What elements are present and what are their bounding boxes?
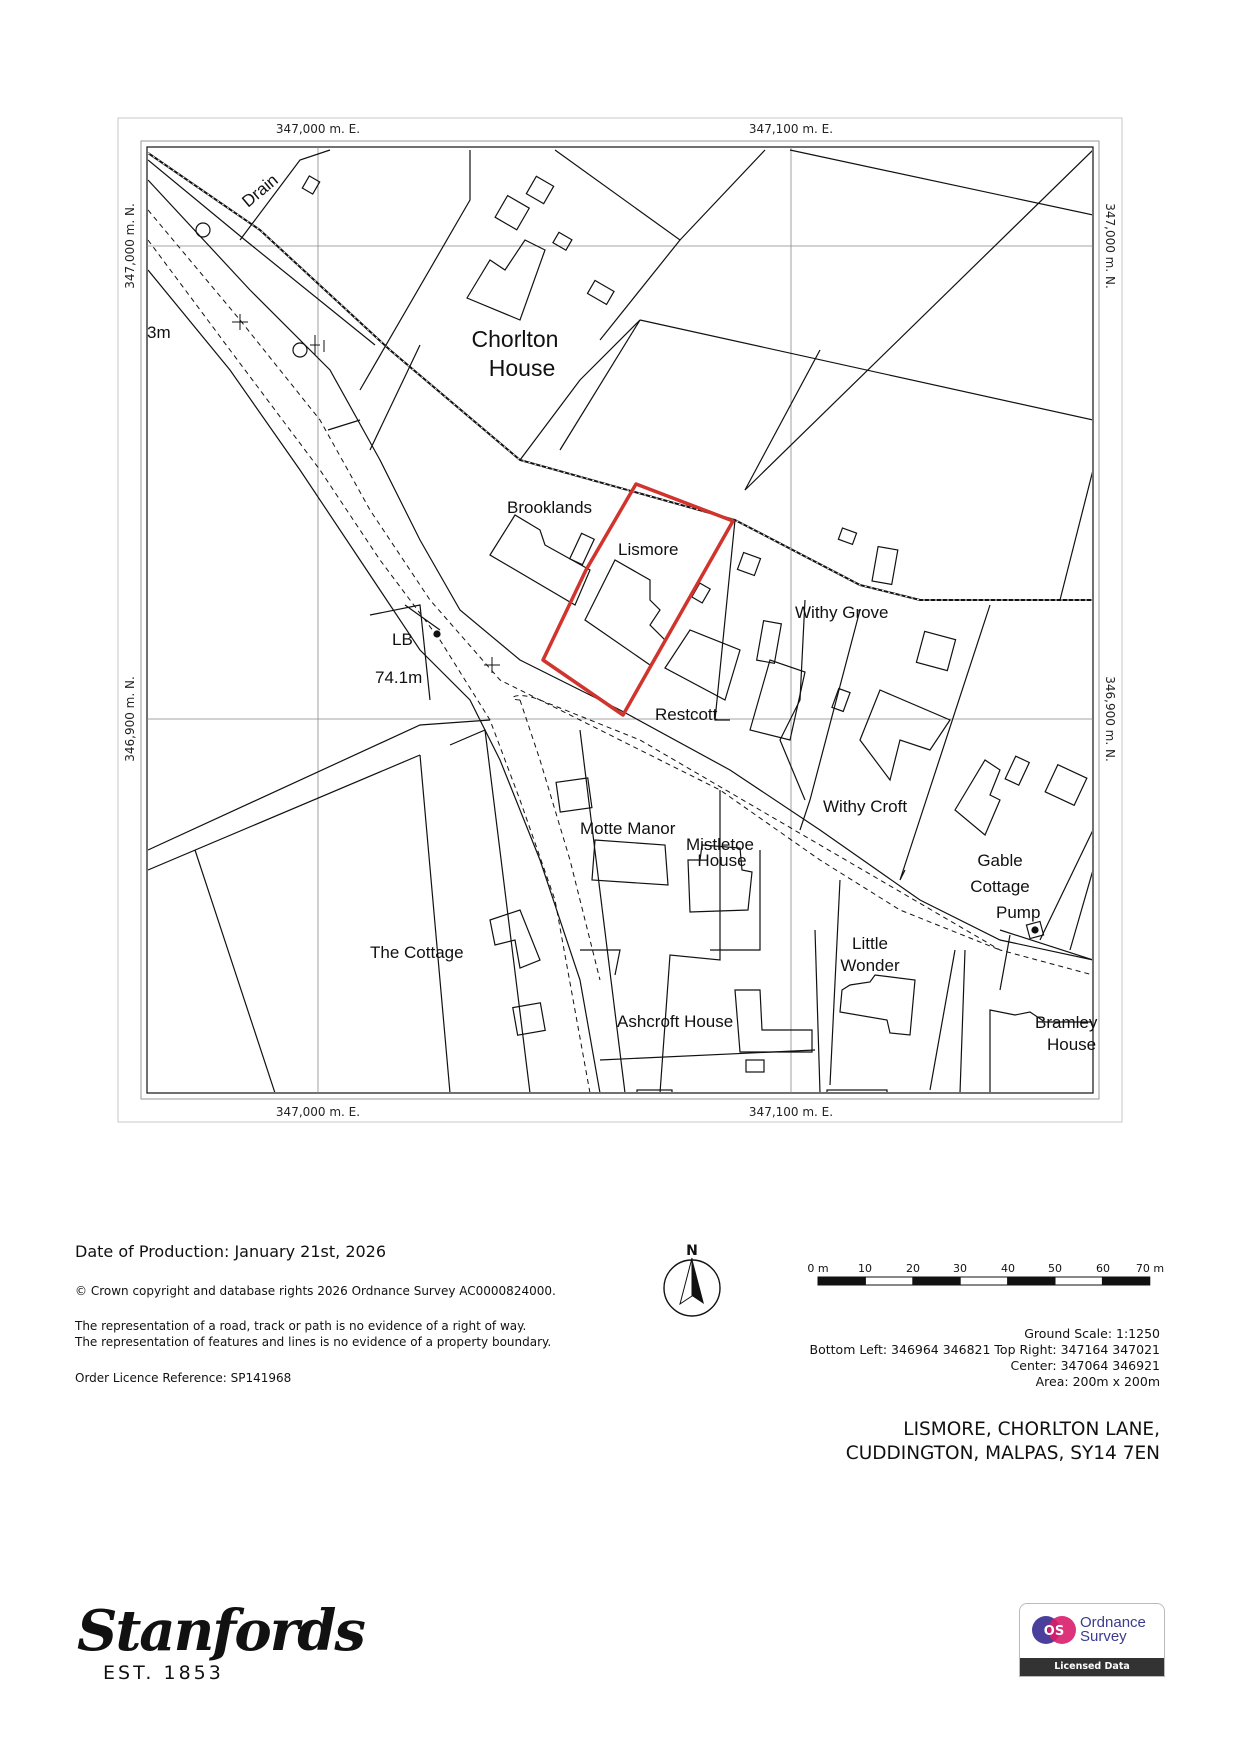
ground-scale: Ground Scale: 1:1250 bbox=[1024, 1326, 1160, 1341]
grid-label-top-left: 347,000 m. E. bbox=[275, 122, 361, 136]
label-withy-grove: Withy Grove bbox=[795, 603, 889, 622]
grid-label-bottom-left: 347,000 m. E. bbox=[275, 1105, 361, 1119]
label-lismore: Lismore bbox=[618, 540, 679, 559]
label-mistletoe-house-2: House bbox=[697, 851, 747, 870]
label-gable-cottage-2: Cottage bbox=[970, 877, 1030, 896]
svg-text:OS: OS bbox=[1043, 1624, 1065, 1639]
address-line-1: LISMORE, CHORLTON LANE, bbox=[903, 1419, 1160, 1440]
copyright-notice: © Crown copyright and database rights 2026 Ordnance Survey AC0000824000. bbox=[75, 1284, 556, 1298]
label-brooklands: Brooklands bbox=[507, 498, 593, 517]
disclaimer-right-of-way: The representation of a road, track or path is no evidence of a right of way. bbox=[75, 1319, 527, 1333]
scale-tick-50: 50 bbox=[1048, 1262, 1062, 1275]
north-arrow bbox=[664, 1243, 720, 1316]
label-motte-manor: Motte Manor bbox=[580, 819, 676, 838]
map-area: Area: 200m x 200m bbox=[1035, 1374, 1160, 1389]
scale-tick-40: 40 bbox=[1001, 1262, 1015, 1275]
label-little-wonder-2: Wonder bbox=[840, 956, 900, 975]
grid-label-bottom-right: 347,100 m. E. bbox=[748, 1105, 834, 1119]
label-chorlton-house-2: House bbox=[488, 355, 556, 381]
label-restcott: Restcott bbox=[655, 705, 718, 724]
label-bramley-house-1: Bramley bbox=[1035, 1013, 1098, 1032]
label-ashcroft-house: Ashcroft House bbox=[617, 1012, 734, 1031]
scale-tick-70: 70 m bbox=[1135, 1262, 1165, 1275]
os-licensed-data: Licensed Data bbox=[1020, 1658, 1164, 1676]
grid-label-top-right: 347,100 m. E. bbox=[748, 122, 834, 136]
label-little-wonder-1: Little bbox=[852, 934, 888, 953]
grid-label-right-lower: 346,900 m. N. bbox=[1103, 676, 1117, 762]
label-bramley-house-2: House bbox=[1047, 1035, 1097, 1054]
licence-reference: Order Licence Reference: SP141968 bbox=[75, 1371, 292, 1385]
stanfords-established: EST. 1853 bbox=[103, 1662, 224, 1684]
grid-label-left-lower: 346,900 m. N. bbox=[123, 676, 137, 762]
ordnance-survey-badge bbox=[1019, 1603, 1165, 1677]
grid-label-left-upper: 347,000 m. N. bbox=[123, 203, 137, 289]
scale-tick-10: 10 bbox=[858, 1262, 872, 1275]
center-coordinates: Center: 347064 346921 bbox=[1010, 1358, 1160, 1373]
label-the-cottage: The Cottage bbox=[370, 943, 464, 962]
disclaimer-property-boundary: The representation of features and lines is no evidence of a property boundary. bbox=[75, 1335, 552, 1349]
label-lb: LB bbox=[392, 630, 413, 649]
label-edge-3m: 3m bbox=[147, 323, 171, 342]
os-symbol-icon bbox=[1030, 1612, 1078, 1648]
production-date: Date of Production: January 21st, 2026 bbox=[75, 1242, 387, 1261]
extent-coordinates: Bottom Left: 346964 346821 Top Right: 347164 347021 bbox=[809, 1342, 1160, 1357]
scale-tick-60: 60 bbox=[1096, 1262, 1110, 1275]
label-spot-height: 74.1m bbox=[375, 668, 423, 687]
stanfords-wordmark: Stanfords bbox=[77, 1598, 364, 1664]
scale-bar bbox=[807, 1262, 1164, 1285]
label-pump: Pump bbox=[996, 903, 1041, 922]
scale-tick-30: 30 bbox=[953, 1262, 967, 1275]
label-gable-cottage-1: Gable bbox=[977, 851, 1023, 870]
address-line-2: CUDDINGTON, MALPAS, SY14 7EN bbox=[845, 1443, 1160, 1464]
north-arrow-label: N bbox=[686, 1243, 698, 1259]
os-name-line-1: Ordnance bbox=[1080, 1614, 1146, 1631]
scale-tick-0: 0 m bbox=[807, 1262, 829, 1275]
label-chorlton-house-1: Chorlton bbox=[471, 326, 559, 352]
scale-tick-20: 20 bbox=[906, 1262, 920, 1275]
label-drain: Drain bbox=[238, 170, 282, 212]
label-mistletoe-house-1: Mistletoe bbox=[685, 835, 755, 854]
label-withy-croft: Withy Croft bbox=[823, 797, 908, 816]
stanfords-logo bbox=[75, 1595, 364, 1685]
grid-label-right-upper: 347,000 m. N. bbox=[1103, 203, 1117, 289]
os-name-line-2: Survey bbox=[1080, 1628, 1127, 1645]
